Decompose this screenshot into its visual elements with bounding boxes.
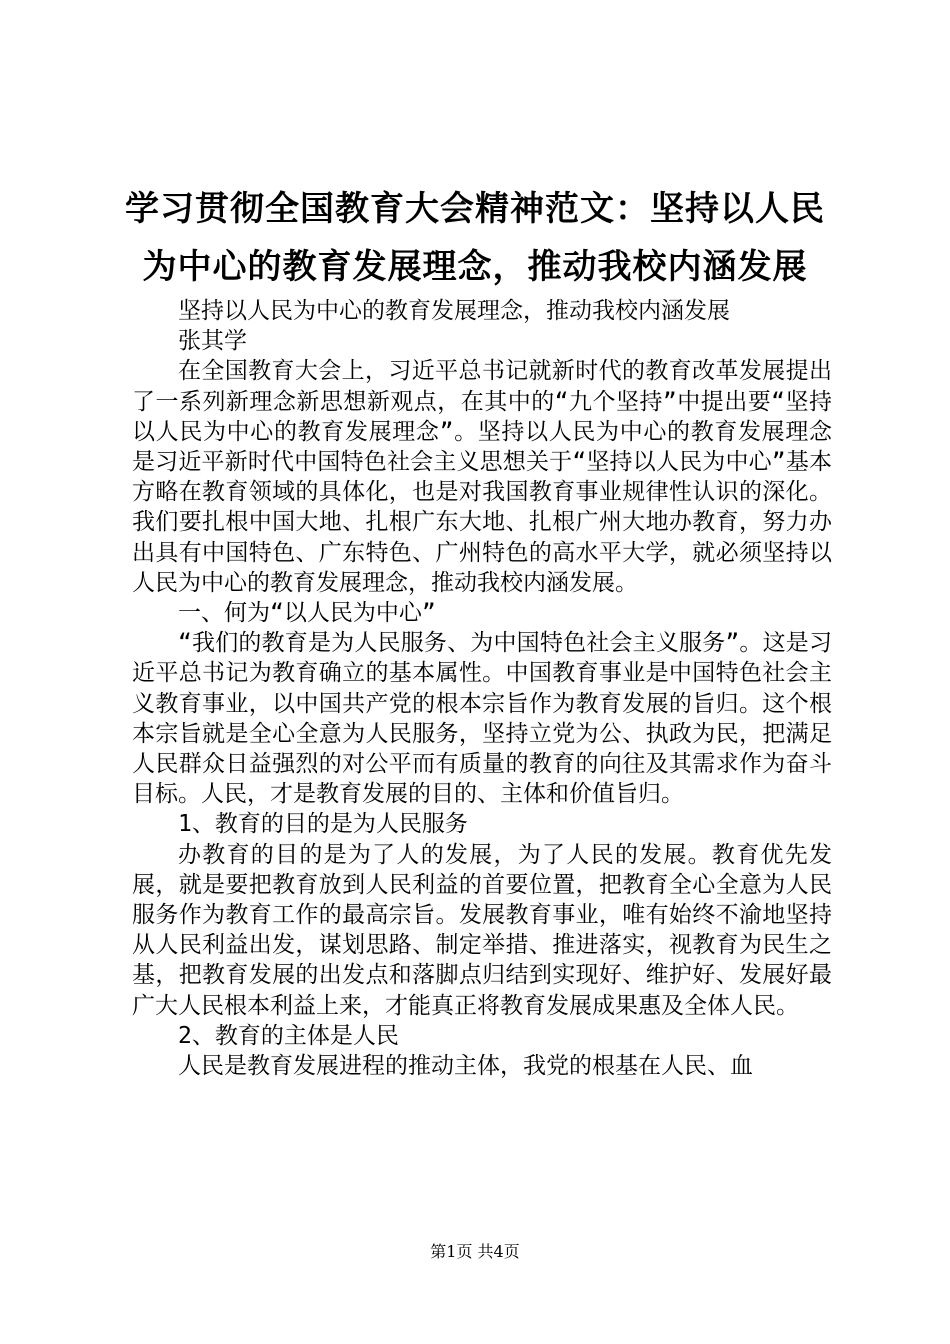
subsection-heading: 1、教育的目的是为人民服务 xyxy=(178,811,468,838)
subtitle: 坚持以人民为中心的教育发展理念，推动我校内涵发展 xyxy=(178,298,730,324)
author: 张其学 xyxy=(178,328,247,355)
section-heading: 一、何为“以人民为中心” xyxy=(178,600,436,627)
subsection-heading: 2、教育的主体是人民 xyxy=(178,1022,399,1049)
page-number: 第1页 共4页 xyxy=(430,1242,520,1261)
document-title xyxy=(120,180,830,296)
paragraph: 办教育的目的是为了人的发展，为了人民的发展。教育优先发展，就是要把教育放到人民利益的首要位置，把教育全心全意为人民服务作为教育工作的最高宗旨。发展教育事业，唯有始终不渝地坚持从人民利益出发，谋划思路、制定举措、推进落实，视教育为民生之基，把教育发展的出发点和落脚点归结到实现好、维护好、发展好最广大人民根本利益上来，才能真正将教育发展成果惠及全体人民。 xyxy=(132,841,832,1019)
title-line-1: 学习贯彻全国教育大会精神范文：坚持以人民 xyxy=(125,189,825,229)
title-line-2: 为中心的教育发展理念，推动我校内涵发展 xyxy=(142,247,808,287)
paragraph: 人民是教育发展进程的推动主体，我党的根基在人民、血 xyxy=(178,1053,753,1080)
paragraph: 在全国教育大会上，习近平总书记就新时代的教育改革发展提出了一系列新理念新思想新观点，在其中的“九个坚持”中提出要“坚持以人民为中心的教育发展理念”。坚持以人民为中心的教育发展理念是习近平新时代中国特色社会主义思想关于“坚持以人民为中心”基本方略在教育领域的具体化，也是对我国教育事业规律性认识的深化。我们要扎根中国大地、扎根广东大地、扎根广州大地办教育，努力办出具有中国特色、广东特色、广州特色的高水平大学，就必须坚持以人民为中心的教育发展理念，推动我校内涵发展。 xyxy=(132,358,832,596)
document-body xyxy=(132,296,832,1081)
paragraph: “我们的教育是为人民服务、为中国特色社会主义服务”。这是习近平总书记为教育确立的基本属性。中国教育事业是中国特色社会主义教育事业，以中国共产党的根本宗旨作为教育发展的旨归。这个根本宗旨就是全心全意为人民服务，坚持立党为公、执政为民，把满足人民群众日益强烈的对公平而有质量的教育的向往及其需求作为奋斗目标。人民，才是教育发展的目的、主体和价值旨归。 xyxy=(132,630,832,808)
